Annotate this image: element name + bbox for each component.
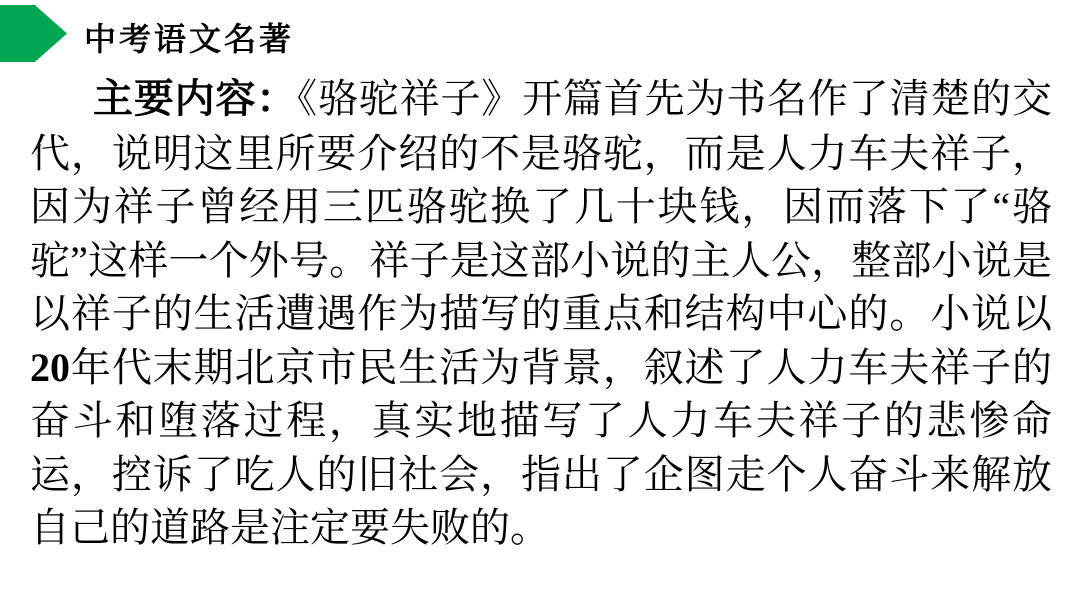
arrow-icon xyxy=(0,5,67,62)
summary-text-2: 年代末期北京市民生活为背景，叙述了人力车夫祥子的奋斗和堕落过程，真实地描写了人力车夫祥子的悲惨命运，控诉了吃人的旧社会，指出了企图走个人奋斗来解放自己的道路是注定要失败的。 xyxy=(30,344,1052,550)
summary-number: 20 xyxy=(30,344,70,390)
summary-paragraph xyxy=(30,72,1052,555)
page-title: 中考语文名著 xyxy=(84,21,295,57)
summary-label: 主要内容： xyxy=(93,77,298,121)
main-content xyxy=(30,72,1052,555)
slide-header xyxy=(0,0,1080,68)
summary-text-1: 《骆驼祥子》开篇首先为书名作了清楚的交代，说明这里所要介绍的不是骆驼，而是人力车夫祥子，因为祥子曾经用三匹骆驼换了几十块钱，因而落下了“骆驼”这样一个外号。祥子是这部小说的主人公，整部小说是以祥子的生活遭遇作为描写的重点和结构中心的。小说以 xyxy=(30,76,1053,336)
